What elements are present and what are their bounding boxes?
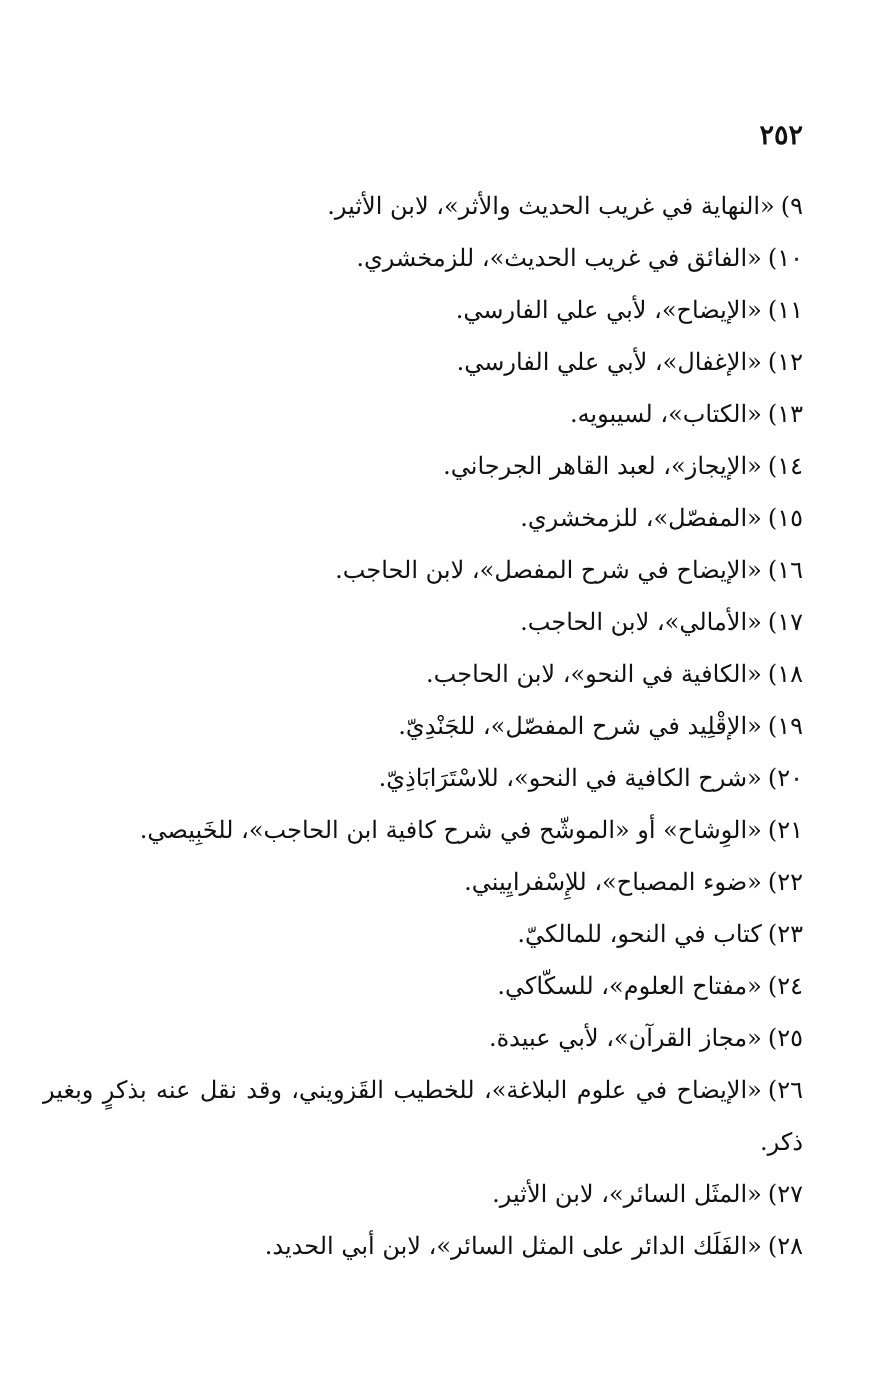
item-text: «الفَلَك الدائر على المثل السائر»، لابن أبي الحديد. xyxy=(264,1232,762,1260)
item-text: «النهاية في غريب الحديث والأثر»، لابن الأثير. xyxy=(327,192,775,220)
item-number: ١٠) xyxy=(767,244,803,272)
item-number: ١٤) xyxy=(767,452,803,480)
item-text: «الإيضاح في علوم البلاغة»، للخطيب القَزويني، وقد نقل عنه بذكرٍ وبغير ذكر. xyxy=(43,1076,803,1156)
list-item xyxy=(43,180,803,232)
list-item xyxy=(43,700,803,752)
item-number: ١١) xyxy=(767,296,803,324)
list-item xyxy=(43,908,803,960)
item-number: ٢٥) xyxy=(767,1024,803,1052)
item-text: «الكتاب»، لسيبويه. xyxy=(569,400,762,428)
item-number: ٢٧) xyxy=(767,1180,803,1208)
item-text: «الإيضاح»، لأبي علي الفارسي. xyxy=(455,296,762,324)
item-number: ٢٣) xyxy=(767,920,803,948)
list-item xyxy=(43,336,803,388)
item-number: ١٨) xyxy=(767,660,803,688)
list-item xyxy=(43,1220,803,1272)
item-number: ١٩) xyxy=(767,712,803,740)
item-number: ١٢) xyxy=(767,348,803,376)
list-item xyxy=(43,388,803,440)
list-item xyxy=(43,1064,803,1168)
list-item xyxy=(43,544,803,596)
item-number: ٢٢) xyxy=(767,868,803,896)
list-item xyxy=(43,492,803,544)
item-number: ١٣) xyxy=(767,400,803,428)
item-text: «ضوء المصباح»، للإِسْفرايِيني. xyxy=(464,868,762,896)
item-number: ٢٠) xyxy=(767,764,803,792)
item-text: «الإيجاز»، لعبد القاهر الجرجاني. xyxy=(443,452,762,480)
item-text: «شرح الكافية في النحو»، للاسْتَرَابَاذِيّ. xyxy=(378,764,762,792)
item-text: «المفصّل»، للزمخشري. xyxy=(520,504,762,532)
item-text: «مفتاح العلوم»، للسكّاكي. xyxy=(497,972,762,1000)
list-item xyxy=(43,856,803,908)
item-text: «مجاز القرآن»، لأبي عبيدة. xyxy=(488,1024,762,1052)
item-text: «الإقْلِيد في شرح المفصّل»، للجَنْدِيّ. xyxy=(398,712,762,740)
item-text: «الإيضاح في شرح المفصل»، لابن الحاجب. xyxy=(335,556,762,584)
item-number: ١٧) xyxy=(767,608,803,636)
item-text: «الفائق في غريب الحديث»، للزمخشري. xyxy=(356,244,762,272)
list-item xyxy=(43,284,803,336)
list-item xyxy=(43,752,803,804)
item-number: ٢١) xyxy=(767,816,803,844)
item-text: كتاب في النحو، للمالكيّ. xyxy=(517,920,762,948)
references-list xyxy=(43,180,803,1272)
item-number: ٢٤) xyxy=(767,972,803,1000)
list-item xyxy=(43,960,803,1012)
page-number: ٢٥٢ xyxy=(759,120,803,151)
list-item xyxy=(43,1168,803,1220)
item-text: «الوِشاح» أو «الموشّح في شرح كافية ابن الحاجب»، للخَبِيصي. xyxy=(139,816,762,844)
item-text: «الإغفال»، لأبي علي الفارسي. xyxy=(456,348,762,376)
list-item xyxy=(43,232,803,284)
item-number: ٩) xyxy=(780,192,803,220)
item-text: «المثَل السائر»، لابن الأثير. xyxy=(492,1180,762,1208)
list-item xyxy=(43,1012,803,1064)
list-item xyxy=(43,596,803,648)
item-text: «الكافية في النحو»، لابن الحاجب. xyxy=(426,660,762,688)
list-item xyxy=(43,648,803,700)
item-number: ١٦) xyxy=(767,556,803,584)
item-number: ١٥) xyxy=(767,504,803,532)
item-number: ٢٦) xyxy=(767,1076,803,1104)
list-item xyxy=(43,804,803,856)
item-text: «الأمالي»، لابن الحاجب. xyxy=(520,608,762,636)
list-item xyxy=(43,440,803,492)
item-number: ٢٨) xyxy=(767,1232,803,1260)
